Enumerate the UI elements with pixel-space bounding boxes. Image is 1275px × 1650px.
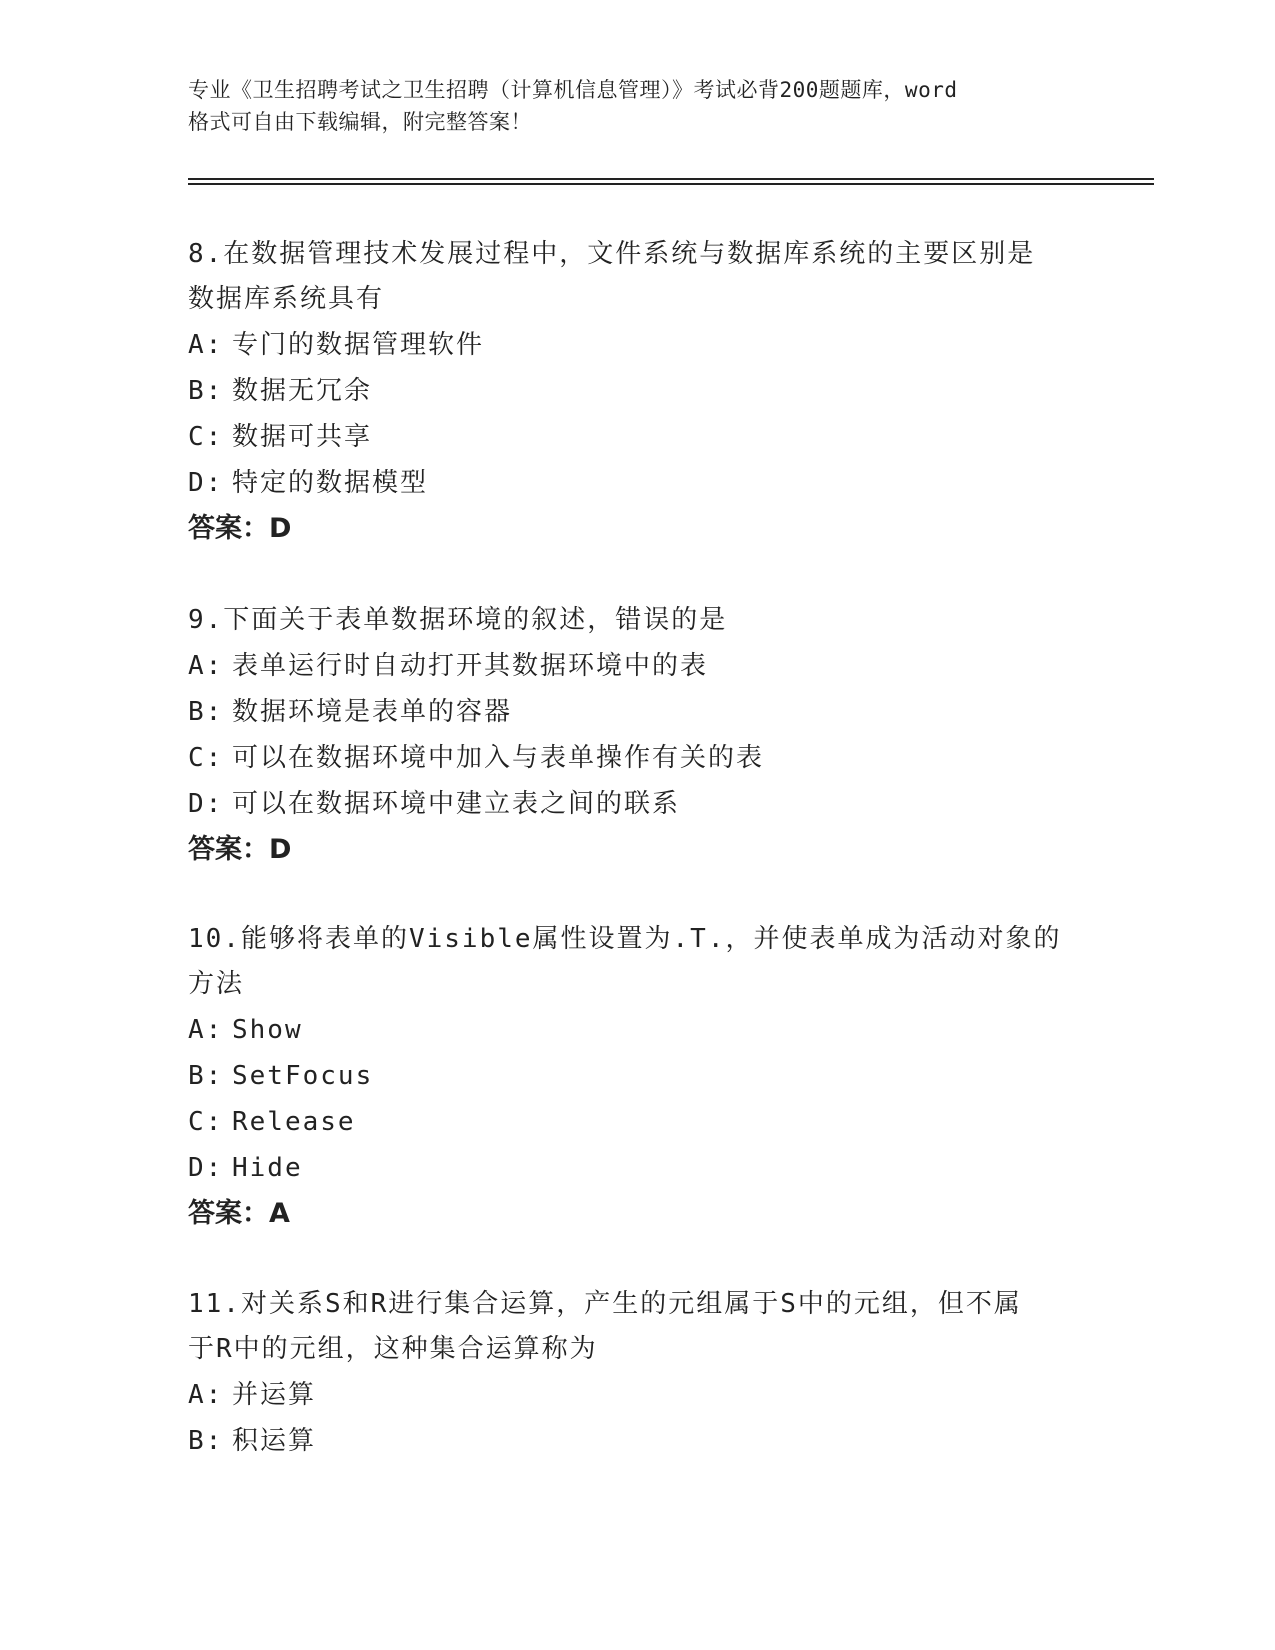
option-letter: A: (188, 1015, 224, 1045)
answer-value: D (269, 834, 292, 865)
header-divider-top (188, 178, 1154, 180)
option-text: 专门的数据管理软件 (232, 330, 485, 360)
option-letter: B: (188, 1426, 224, 1456)
option-letter: A: (188, 330, 224, 360)
answer-label: 答案： (188, 513, 269, 544)
option-a (188, 1007, 1088, 1053)
option-letter: D: (188, 468, 224, 498)
question-10 (188, 917, 1088, 1237)
header-divider-bottom (188, 183, 1154, 185)
header-title-line-1: 专业《卫生招聘考试之卫生招聘（计算机信息管理）》考试必背200题题库，word (188, 78, 958, 102)
option-c (188, 414, 1088, 460)
option-a (188, 643, 1088, 689)
option-text: SetFocus (232, 1061, 374, 1091)
option-text: 特定的数据模型 (232, 468, 429, 498)
document-header (188, 74, 1088, 138)
option-letter: B: (188, 1061, 224, 1091)
option-text: 表单运行时自动打开其数据环境中的表 (232, 651, 709, 681)
option-text: 数据无冗余 (232, 376, 373, 406)
option-c (188, 735, 1088, 781)
answer-value: A (269, 1198, 290, 1229)
answer-line (188, 506, 1088, 552)
question-stem-line-1: 9.下面关于表单数据环境的叙述，错误的是 (188, 605, 728, 635)
option-text: 积运算 (232, 1426, 317, 1456)
option-letter: D: (188, 1153, 224, 1183)
question-11 (188, 1282, 1088, 1464)
option-b (188, 368, 1088, 414)
question-stem-line-1: 8.在数据管理技术发展过程中，文件系统与数据库系统的主要区别是 (188, 239, 1036, 269)
option-letter: A: (188, 651, 224, 681)
answer-line (188, 1191, 1088, 1237)
option-d (188, 1145, 1088, 1191)
answer-label: 答案： (188, 834, 269, 865)
question-stem-line-1: 10.能够将表单的Visible属性设置为.T.，并使表单成为活动对象的 (188, 924, 1062, 954)
option-letter: B: (188, 697, 224, 727)
answer-value: D (269, 513, 292, 544)
option-a (188, 322, 1088, 368)
header-title-line-2: 格式可自由下载编辑，附完整答案！ (188, 110, 532, 134)
option-text: 可以在数据环境中建立表之间的联系 (232, 789, 681, 819)
option-letter: D: (188, 789, 224, 819)
option-text: Release (232, 1107, 356, 1137)
option-text: 数据可共享 (232, 422, 373, 452)
question-stem-line-2: 于R中的元组，这种集合运算称为 (188, 1334, 598, 1364)
question-stem-line-2: 数据库系统具有 (188, 284, 385, 314)
option-c (188, 1099, 1088, 1145)
answer-line (188, 827, 1088, 873)
option-letter: C: (188, 743, 224, 773)
option-text: 并运算 (232, 1380, 317, 1410)
option-b (188, 1053, 1088, 1099)
question-9 (188, 598, 1088, 873)
option-b (188, 689, 1088, 735)
option-a (188, 1372, 1088, 1418)
option-letter: C: (188, 1107, 224, 1137)
question-8 (188, 232, 1088, 552)
answer-label: 答案： (188, 1198, 269, 1229)
question-stem-line-1: 11.对关系S和R进行集合运算，产生的元组属于S中的元组，但不属 (188, 1289, 1022, 1319)
question-stem-line-2: 方法 (188, 969, 245, 999)
option-text: Hide (232, 1153, 303, 1183)
option-d (188, 781, 1088, 827)
option-letter: C: (188, 422, 224, 452)
option-text: Show (232, 1015, 303, 1045)
option-text: 可以在数据环境中加入与表单操作有关的表 (232, 743, 765, 773)
option-b (188, 1418, 1088, 1464)
option-text: 数据环境是表单的容器 (232, 697, 513, 727)
option-letter: A: (188, 1380, 224, 1410)
option-d (188, 460, 1088, 506)
option-letter: B: (188, 376, 224, 406)
